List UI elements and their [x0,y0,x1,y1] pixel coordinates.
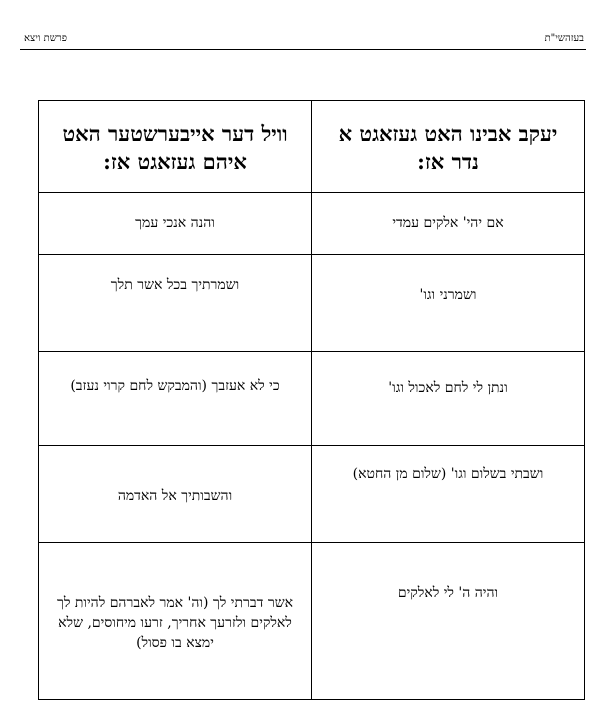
promise-cell [39,543,312,700]
header-blessing: בעזהשי"ת [544,33,584,44]
vow-cell [312,255,585,352]
vow-text: ושמרני וגו' [419,287,477,303]
promise-text: והשבותיך אל האדמה [117,488,233,504]
promise-text: ושמרתיך בכל אשר תלך [110,277,240,293]
table-row [39,543,585,700]
vow-cell [312,543,585,700]
vow-text: והיה ה' לי לאלקים [397,585,499,601]
promise-cell [39,446,312,543]
table-row [39,255,585,352]
header-parsha-title: פרשת ויצא [24,33,67,44]
promise-text: כי לא אעזבך (והמבקש לחם קרוי נעזב) [70,378,280,394]
promise-text: אשר דברתי לך (וה' אמר לאברהם להיות לך לאלקים ולזרעך אחריך, זרעו מיחוסים, שלא ימצא בו פסול) [56,595,294,651]
vow-text: ונתן לי לחם לאכול וגו' [388,380,508,396]
promise-cell [39,193,312,255]
header-cell-vow: יעקב אבינו האט געזאגט א נדר אז: [312,101,585,193]
vow-cell [312,446,585,543]
vow-cell [312,352,585,446]
promise-cell [39,255,312,352]
vow-text: אם יהי' אלקים עמדי [392,215,504,231]
promise-text: והנה אנכי עמך [135,215,215,231]
vow-cell [312,193,585,255]
table-row [39,446,585,543]
promise-cell [39,352,312,446]
page-header [24,32,584,46]
header-cell-promise: וויל דער אייבערשטער האט איהם געזאגט אז: [39,101,312,193]
comparison-table [38,100,585,700]
table-row [39,193,585,255]
vow-text: ושבתי בשלום וגו' (שלום מן החטא) [352,466,544,482]
table-row [39,352,585,446]
header-divider [20,49,586,50]
table-header-row [39,101,585,193]
